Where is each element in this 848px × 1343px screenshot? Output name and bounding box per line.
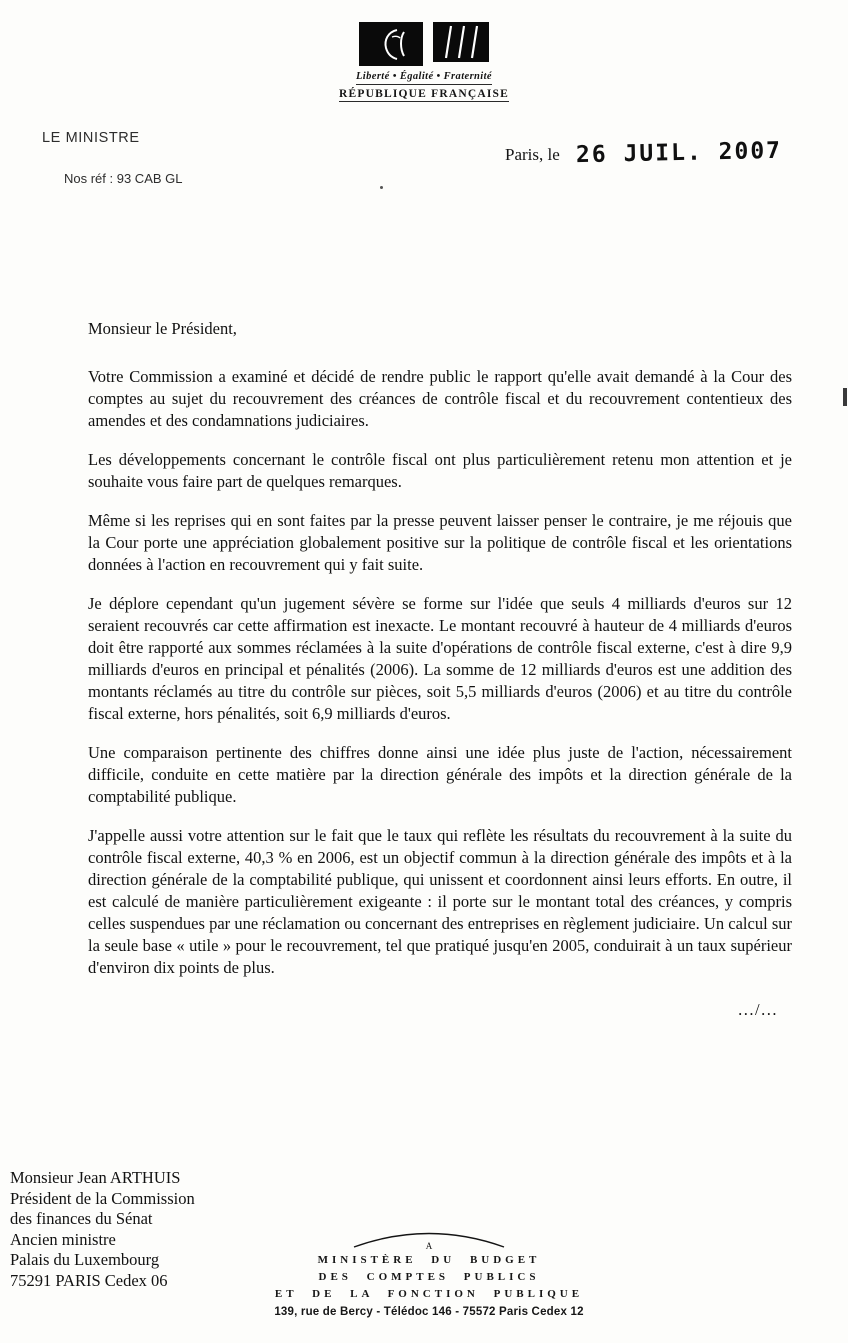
scan-artifact xyxy=(843,388,847,406)
ministry-name-line: ET DE LA FONCTION PUBLIQUE xyxy=(274,1288,584,1300)
republique-francaise-letterhead xyxy=(0,22,848,102)
marianne-tricolore-icon xyxy=(359,22,489,66)
ministry-name-line: MINISTÈRE DU BUDGET xyxy=(317,1254,541,1266)
scan-artifact xyxy=(380,186,383,189)
ministry-name-line: DES COMPTES PUBLICS xyxy=(318,1271,540,1283)
paragraph-5: Une comparaison pertinente des chiffres donne ainsi une idée plus juste de l'action, nécessairement difficile, conduite en cette matière par la direction générale des impôts et la direction générale de la comptabilité publique. xyxy=(88,743,792,806)
ministry-postal-address: 139, rue de Bercy - Télédoc 146 - 75572 Paris Cedex 12 xyxy=(274,1306,584,1318)
svg-text:A: A xyxy=(425,1241,433,1250)
recipient-line: Ancien ministre xyxy=(10,1229,116,1249)
reference-number: Nos réf : 93 CAB GL xyxy=(64,171,183,186)
flag-block-icon xyxy=(433,22,489,62)
ministry-footer xyxy=(232,1228,626,1318)
salutation: Monsieur le Président, xyxy=(88,319,237,338)
letter-body xyxy=(88,318,792,1021)
recipient-line: Président de la Commission xyxy=(10,1188,195,1208)
paragraph-4: Je déplore cependant qu'un jugement sévère se forme sur l'idée que seuls 4 milliards d'euros sur 12 seraient recouvrés car cette affirmation est inexacte. Le montant recouvré à hauteur de 4 milliards d'euros doit être rapporté aux sommes réclamées à la suite d'opérations de contrôle fiscal externe, c'est à dire 9,9 milliards d'euros en principal et pénalités (2006). La somme de 12 milliards d'euros est une addition des montants réclamés au titre du contrôle sur pièces, soit 5,5 milliards d'euros (2006) et au titre du contrôle fiscal externe, hors pénalités, soit 6,9 milliards d'euros. xyxy=(88,594,792,723)
recipient-line: 75291 PARIS Cedex 06 xyxy=(10,1270,168,1290)
paragraph-3: Même si les reprises qui en sont faites par la presse peuvent laisser penser le contraire, je me réjouis que la Cour porte une appréciation globalement positive sur la politique de contrôle fiscal et les orientations données à l'action en recouvrement qui y fait suite. xyxy=(88,511,792,574)
marianne-block-icon xyxy=(359,22,423,66)
continuation-mark: .../... xyxy=(738,1000,778,1019)
dateline xyxy=(505,137,783,169)
republic-title: RÉPUBLIQUE FRANÇAISE xyxy=(338,88,509,100)
recipient-line: Palais du Luxembourg xyxy=(10,1250,160,1269)
sender-title: LE MINISTRE xyxy=(42,130,140,146)
recipient-address-block xyxy=(10,1168,195,1291)
republic-motto: Liberté • Égalité • Fraternité xyxy=(356,71,492,85)
paragraph-2: Les développements concernant le contrôle fiscal ont plus particulièrement retenu mon attention et je souhaite vous faire part de quelques remarques. xyxy=(88,450,792,491)
recipient-line: des finances du Sénat xyxy=(10,1209,153,1228)
ministry-arc-emblem-icon xyxy=(344,1228,514,1250)
date-stamp: 26 JUIL. 2007 xyxy=(575,137,783,169)
paragraph-1: Votre Commission a examiné et décidé de rendre public le rapport qu'elle avait demandé à la Cour des comptes au sujet du recouvrement des créances de contrôle fiscal et du recouvrement contentieux des amendes et des condamnations judiciaires. xyxy=(88,367,792,430)
place-label: Paris, le xyxy=(505,145,560,164)
paragraph-6: J'appelle aussi votre attention sur le fait que le taux qui reflète les résultats du recouvrement à la suite du contrôle fiscal externe, 40,3 % en 2006, est un objectif commun à la direction générale des impôts et à la direction générale de la comptabilité publique, qui unissent et coordonnent ainsi leurs efforts. En outre, il est calculé de manière particulièrement exigeante : il porte sur le montant total des créances, y compris celles suspendues par une réclamation ou concernant des entreprises en règlement judiciaire. Un calcul sur la seule base « utile » pour le recouvrement, tel que pratiqué jusqu'en 2005, conduirait à un taux supérieur d'environ dix points de plus. xyxy=(88,826,792,977)
recipient-line: Monsieur Jean ARTHUIS xyxy=(10,1168,181,1187)
